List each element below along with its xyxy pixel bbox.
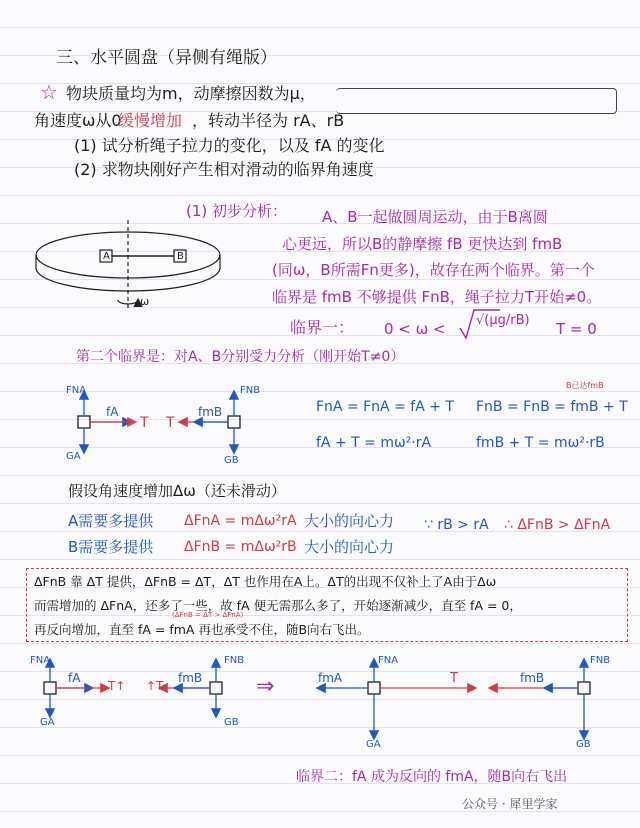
fbd2-FNA2: FNA (378, 655, 399, 666)
fbd2-GB2: GB (576, 739, 591, 750)
box-line-2: 而需增加的 ΔFnA，还多了一些，故 fA 便无需那么多了，开始逐渐减少，直至 fA = 0， (34, 598, 522, 613)
fbd2-T1: T↑ (108, 679, 126, 693)
critical1-label: 临界一： (290, 318, 355, 337)
analysis-label: (1) 初步分析： (186, 202, 288, 220)
critical2-conclusion: 临界二：fA 成为反向的 fmA，随B向右飞出 (296, 769, 568, 785)
fbd-2-left (44, 660, 222, 716)
fbd1-T1: T (140, 415, 149, 431)
fbd2-fA: fA (68, 671, 81, 685)
need-a-label: A需要多提供 (68, 512, 154, 530)
fbd1-FNA: FNA (66, 385, 87, 396)
fbd-1 (78, 392, 240, 452)
assumption: 假设角速度增加Δω（还未滑动） (68, 482, 286, 500)
disk-label-a: A (103, 251, 110, 262)
need-a-formula: ΔFnA = mΔω²rA (184, 513, 297, 529)
analysis-line-2: 心更远，所以B的静摩擦 fB 更快达到 fmB (282, 235, 563, 253)
fbd1-GA: GA (66, 451, 81, 462)
fbd1-fmB: fmB (198, 405, 223, 419)
critical1-T: T = 0 (556, 320, 597, 338)
disk-figure (36, 220, 220, 308)
box-line-1: ΔFnB 靠 ΔT 提供，ΔFnB = ΔT，ΔT 也作用在A上。ΔT的出现不仅补上了A由于Δω (34, 574, 497, 589)
fbd2-FNB2: FNB (590, 655, 611, 666)
critical1-cond: 0 < ω < (384, 320, 446, 338)
question-2: (2) 求物块刚好产生相对滑动的临界角速度 (74, 160, 374, 179)
problem-line2b: ，转动半径为 rA、rB (192, 111, 345, 130)
need-b-formula: ΔFnB = mΔω²rB (184, 539, 297, 555)
fbd2-T: T (450, 671, 458, 686)
equation-4: fmB + T = mω²·rB (476, 435, 605, 451)
problem-line1: 物块质量均为m，动摩擦因数为μ， (66, 84, 316, 103)
equation-1: FnA = FnA = fA + T (316, 399, 454, 415)
fbd1-T2: T (166, 415, 175, 431)
fbd1-GB: GB (224, 455, 239, 466)
fbd2-fmB: fmB (178, 671, 203, 685)
compare-2: ∴ ΔFnB > ΔFnA (504, 517, 611, 533)
fbd2-fmB2: fmB (520, 671, 545, 685)
analysis-line-1: A、B一起做圆周运动，由于B离圆 (322, 208, 548, 226)
disk-omega: ω (140, 295, 150, 308)
box-sub: (ΔFnB = ΔT > ΔFnA) (172, 611, 244, 619)
fbd1-FNB: FNB (240, 385, 261, 396)
fbd1-fA: fA (106, 405, 119, 419)
analysis-line-4: 临界是 fmB 不够提供 FnB，绳子拉力T开始≠0。 (272, 288, 602, 306)
fbd2-GA: GA (40, 717, 55, 728)
fbd2-T2: ↑T (146, 679, 164, 693)
critical1-sqrt: √(μg/rB) (476, 313, 530, 328)
fbd2-GB: GB (224, 717, 239, 728)
equation-2: FnB = FnB = fmB + T (476, 399, 628, 415)
disk-label-b: B (177, 251, 184, 262)
question-1: (1) 试分析绳子拉力的变化，以及 fA 的变化 (74, 136, 385, 155)
star-icon: ☆ (40, 80, 58, 104)
need-b-label: B需要多提供 (68, 538, 154, 556)
section-heading: 三、水平圆盘（异侧有绳版） (56, 48, 277, 68)
analysis-line-3: (同ω，B所需Fn更多)，故存在两个临界。第一个 (272, 261, 595, 279)
need-a-tail: 大小的向心力 (304, 512, 395, 530)
equation-3: fA + T = mω²·rA (316, 435, 432, 451)
watermark: 公众号 · 犀里学家 (462, 797, 558, 811)
problem-line2a: 角速度ω从0 (34, 111, 122, 130)
note-fmB: B已达fmB (566, 381, 604, 390)
need-b-tail: 大小的向心力 (304, 538, 395, 556)
fbd2-GA2: GA (366, 739, 381, 750)
fbd2-fmA: fmA (318, 671, 343, 685)
compare-1: ∵ rB > rA (424, 517, 489, 533)
critical2-intro: 第二个临界是：对A、B分别受力分析（刚开始T≠0） (76, 349, 405, 365)
problem-highlight: 缓慢增加 (118, 111, 183, 130)
fbd2-FNA: FNA (30, 655, 51, 666)
fbd2-FNB: FNB (224, 655, 245, 666)
box-line-3: 再反向增加，直至 fA = fmA 再也承受不住，随B向右飞出。 (34, 622, 370, 637)
implies-arrow: ⇒ (256, 674, 275, 699)
